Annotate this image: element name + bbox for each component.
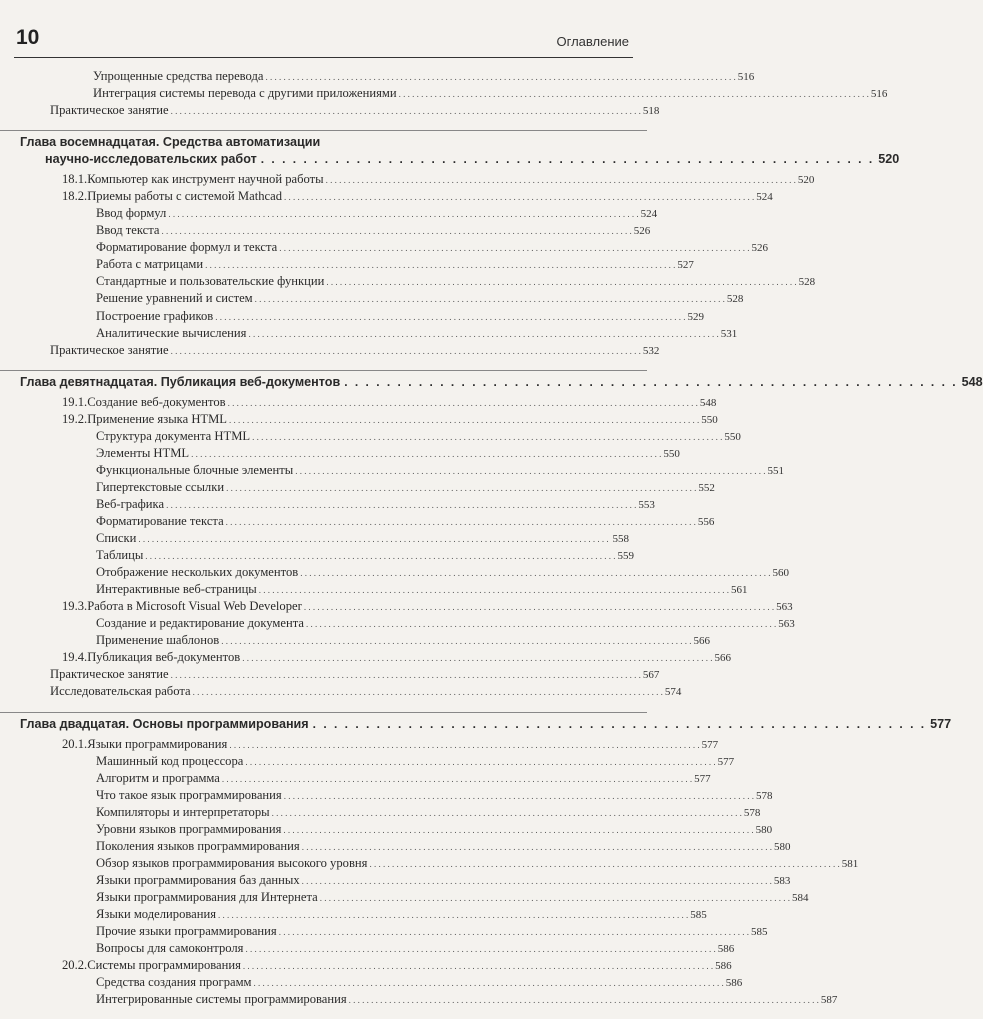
toc-entry-title: Стандартные и пользовательские функции — [96, 274, 325, 289]
toc-entry-number: 19.3. — [62, 599, 88, 614]
toc-entry-title: Приемы работы с системой Mathcad — [87, 189, 282, 204]
toc-entry-title: Структура документа HTML — [96, 428, 251, 443]
toc-entry — [0, 683, 682, 700]
toc-entry-title: Элементы HTML — [96, 445, 190, 460]
toc-entry-page: 548 — [699, 396, 717, 409]
toc-entry-page: 526 — [633, 225, 651, 238]
toc-entry-title: Построение графиков — [96, 308, 214, 323]
toc-entry — [0, 547, 647, 564]
toc-entry — [0, 991, 838, 1008]
toc-entry-page: 531 — [720, 327, 738, 340]
toc-entry-title: Языки программирования баз данных — [96, 872, 300, 887]
toc-entry-title: Системы программирования — [87, 958, 241, 973]
toc-entry — [0, 581, 748, 598]
toc-entry-page: 520 — [797, 174, 815, 187]
dot-leader — [313, 716, 926, 733]
toc-entry — [0, 787, 773, 804]
toc-entry — [0, 239, 769, 256]
page-number: 10 — [16, 26, 40, 49]
toc-entry-page: 550 — [724, 430, 741, 443]
toc-entry — [0, 68, 755, 85]
toc-entry-page: 528 — [798, 276, 816, 289]
toc-entry-page: 566 — [714, 652, 731, 665]
toc-entry — [0, 479, 715, 496]
dot-leader — [145, 548, 615, 564]
toc-entry — [0, 445, 680, 462]
dot-leader — [344, 374, 957, 391]
toc-entry-title: Поколения языков программирования — [96, 838, 300, 853]
toc-entry-page: 574 — [664, 686, 682, 699]
dot-leader — [255, 291, 725, 307]
toc-entry-title: Ввод текста — [96, 223, 160, 238]
toc-entry-title: Веб-графика — [96, 496, 165, 511]
toc-entry-page: 577 — [717, 755, 735, 768]
toc-entry-number: 19.2. — [62, 411, 88, 426]
toc-entry — [0, 804, 761, 821]
toc-entry-page: 584 — [791, 891, 809, 904]
dot-leader — [254, 975, 724, 991]
toc-entry-page: 560 — [772, 567, 789, 580]
toc-entry-title: Функциональные блочные элементы — [96, 462, 294, 477]
toc-entry-title: Алгоритм и программа — [96, 770, 220, 785]
dot-leader — [261, 151, 874, 168]
toc-entry-page: 524 — [640, 208, 658, 221]
dot-leader — [171, 667, 641, 683]
toc-entry-page: 561 — [731, 584, 748, 597]
toc-entry-title: Вопросы для самоконтроля — [96, 941, 244, 956]
toc-entry — [0, 649, 731, 666]
toc-entry — [0, 855, 859, 872]
toc-entry-page: 578 — [743, 806, 761, 819]
dot-leader — [221, 633, 691, 649]
chapter-page: 548 — [961, 374, 983, 389]
toc-entry-page: 586 — [715, 960, 732, 973]
dot-leader — [226, 514, 696, 530]
toc-entry-title: Ввод формул — [96, 206, 167, 221]
toc-entry — [0, 394, 717, 411]
dot-leader — [245, 941, 715, 957]
chapter-title-line1: Глава восемнадцатая. Средства автоматизации — [20, 135, 321, 150]
dot-leader — [300, 565, 770, 581]
toc-entry — [0, 222, 651, 239]
dot-leader — [248, 326, 718, 342]
toc-entry-title: Что такое язык программирования — [96, 787, 282, 802]
toc-entry — [0, 770, 711, 787]
toc-entry — [0, 188, 773, 205]
toc-entry-page: 524 — [756, 191, 773, 204]
dot-leader — [326, 274, 796, 290]
toc-entry — [0, 974, 743, 991]
dot-leader — [228, 395, 698, 411]
toc-entry-page: 577 — [694, 772, 711, 785]
chapter-page: 520 — [878, 152, 900, 167]
dot-leader — [138, 531, 610, 547]
toc-entry-page: 556 — [697, 515, 715, 528]
toc-entry-page: 578 — [755, 789, 773, 802]
dot-leader — [304, 599, 774, 615]
dot-leader — [320, 890, 790, 906]
chapter-title: Глава двадцатая. Основы программирования — [20, 716, 309, 731]
toc-entry-title: Отображение нескольких документов — [96, 565, 299, 580]
toc-entry-page: 586 — [717, 943, 735, 956]
toc-entry — [0, 957, 732, 974]
toc-continuation — [0, 68, 888, 119]
dot-leader — [218, 907, 688, 923]
toc-entry-title: Форматирование текста — [96, 513, 224, 528]
toc-entry — [0, 85, 888, 102]
chapter-19-heading — [0, 370, 983, 391]
toc-entry — [0, 290, 744, 307]
toc-entry-number: 18.1. — [62, 172, 88, 187]
toc-entry — [0, 411, 718, 428]
dot-leader — [284, 788, 754, 804]
dot-leader — [295, 463, 765, 479]
toc-entry-page: 585 — [750, 926, 768, 939]
chapter-20-heading — [0, 712, 952, 733]
toc-entry-page: 552 — [698, 481, 715, 494]
toc-entry — [0, 171, 815, 188]
toc-entry-number: 20.2. — [62, 958, 88, 973]
dot-leader — [272, 805, 742, 821]
page-header — [0, 0, 647, 60]
dot-leader — [369, 856, 839, 872]
toc-entry-title: Компиляторы и интерпретаторы — [96, 804, 270, 819]
dot-leader — [279, 924, 749, 940]
chapter-18-entries — [0, 171, 816, 359]
dot-leader — [191, 446, 661, 462]
toc-entry — [0, 666, 660, 683]
toc-entry-page: 563 — [776, 601, 793, 614]
toc-entry-number: 20.1. — [62, 736, 88, 751]
toc-entry — [0, 598, 793, 615]
toc-entry — [0, 753, 735, 770]
dot-leader — [245, 754, 715, 770]
dot-leader — [243, 958, 713, 974]
toc-entry-page: 558 — [612, 533, 629, 546]
running-title: Оглавление — [556, 34, 629, 49]
toc-entry — [0, 342, 660, 359]
toc-entry — [0, 923, 768, 940]
toc-entry — [0, 462, 784, 479]
toc-entry-title: Практическое занятие — [50, 667, 169, 682]
dot-leader — [168, 206, 638, 222]
toc-entry-title: Средства создания программ — [96, 975, 252, 990]
toc-entry-title: Аналитические вычисления — [96, 325, 247, 340]
toc-entry — [0, 205, 658, 222]
dot-leader — [171, 103, 641, 119]
toc-entry-page: 526 — [751, 242, 769, 255]
toc-entry-title: Создание и редактирование документа — [96, 616, 304, 631]
toc-entry-title: Практическое занятие — [50, 103, 169, 118]
toc-entry-title: Интерактивные веб-страницы — [96, 582, 257, 597]
toc-entry-page: 566 — [693, 635, 710, 648]
toc-entry-title: Работа в Microsoft Visual Web Developer — [87, 599, 302, 614]
toc-entry-title: Интегрированные системы программирования — [96, 992, 347, 1007]
toc-entry-page: 550 — [663, 447, 680, 460]
toc-entry-page: 553 — [638, 498, 655, 511]
toc-entry-page: 528 — [726, 293, 744, 306]
toc-entry — [0, 273, 816, 290]
toc-entry-title: Языки моделирования — [96, 906, 217, 921]
toc-entry-title: Компьютер как инструмент научной работы — [87, 172, 324, 187]
toc-entry-title: Гипертекстовые ссылки — [96, 479, 225, 494]
toc-entry-page: 585 — [690, 908, 707, 921]
toc-entry-title: Интеграция системы перевода с другими приложениями — [93, 86, 397, 101]
dot-leader — [283, 822, 753, 838]
toc-entry-title: Языки программирования — [87, 736, 228, 751]
toc-entry-page: 559 — [617, 550, 635, 563]
toc-entry-page: 586 — [725, 977, 743, 990]
toc-entry — [0, 496, 655, 513]
dot-leader — [226, 480, 696, 496]
toc-entry-title: Прочие языки программирования — [96, 924, 277, 939]
toc-entry-page: 516 — [737, 71, 755, 83]
toc-entry-title: Уровни языков программирования — [96, 821, 282, 836]
toc-entry — [0, 256, 694, 273]
toc-entry-title: Работа с матрицами — [96, 257, 204, 272]
chapter-title-line2: научно-исследовательских работ — [45, 152, 257, 167]
dot-leader — [265, 69, 735, 85]
toc-entry-title: Публикация веб-документов — [87, 650, 241, 665]
toc-entry — [0, 889, 809, 906]
dot-leader — [215, 309, 685, 325]
toc-entry-page: 527 — [677, 259, 694, 272]
toc-entry-page: 563 — [778, 618, 795, 631]
chapter-title: Глава девятнадцатая. Публикация веб-документов — [20, 374, 341, 389]
toc-entry-page: 577 — [701, 738, 719, 751]
dot-leader — [349, 992, 819, 1008]
toc-entry — [0, 940, 735, 957]
toc-entry — [0, 564, 789, 581]
dot-leader — [399, 86, 869, 102]
dot-leader — [229, 412, 699, 428]
toc-entry-page: 580 — [755, 823, 773, 836]
chapter-20-entries — [0, 736, 859, 1009]
toc-entry-page: 551 — [767, 464, 784, 477]
toc-entry-title: Машинный код процессора — [96, 753, 244, 768]
dot-leader — [171, 343, 641, 359]
toc-entry — [0, 821, 773, 838]
toc-entry-page: 529 — [687, 310, 704, 323]
dot-leader — [279, 240, 749, 256]
toc-entry-title: Языки программирования для Интернета — [96, 889, 318, 904]
table-of-contents — [0, 68, 983, 1019]
toc-entry-title: Форматирование формул и текста — [96, 240, 278, 255]
toc-entry-title: Создание веб-документов — [87, 394, 226, 409]
dot-leader — [306, 616, 776, 632]
dot-leader — [242, 650, 712, 666]
toc-entry-page: 583 — [773, 874, 791, 887]
chapter-19-entries — [0, 394, 795, 701]
toc-entry-page: 587 — [820, 994, 838, 1007]
dot-leader — [166, 497, 636, 513]
toc-entry-title: Решение уравнений и систем — [96, 291, 253, 306]
toc-entry-title: Обзор языков программирования высокого уровня — [96, 855, 368, 870]
toc-entry-number: 18.2. — [62, 189, 88, 204]
toc-entry — [0, 632, 710, 649]
dot-leader — [229, 737, 699, 753]
toc-entry-page: 580 — [773, 840, 791, 853]
toc-entry — [0, 838, 791, 855]
toc-entry — [0, 308, 704, 325]
dot-leader — [193, 684, 663, 700]
toc-entry-page: 581 — [841, 857, 859, 870]
chapter-page: 577 — [930, 716, 952, 731]
chapter-18-heading — [0, 130, 900, 168]
toc-entry-page: 532 — [642, 344, 660, 357]
dot-leader — [162, 223, 632, 239]
toc-entry-page: 518 — [642, 105, 660, 118]
toc-entry — [0, 530, 647, 547]
toc-entry-title: Списки — [96, 531, 137, 546]
toc-entry-title: Применение языка HTML — [87, 411, 227, 426]
toc-entry — [0, 513, 715, 530]
toc-entry-title: Практическое занятие — [50, 342, 169, 357]
toc-entry — [0, 615, 795, 632]
toc-entry-page: 550 — [701, 413, 718, 426]
toc-entry — [0, 872, 791, 889]
dot-leader — [222, 771, 692, 787]
dot-leader — [302, 873, 772, 889]
toc-entry-title: Таблицы — [96, 548, 144, 563]
toc-entry-page: 516 — [870, 88, 888, 101]
toc-entry-page: 567 — [642, 669, 660, 682]
dot-leader — [284, 189, 754, 205]
dot-leader — [302, 839, 772, 855]
dot-leader — [252, 429, 722, 445]
toc-entry-title: Исследовательская работа — [50, 684, 191, 699]
toc-entry — [0, 325, 738, 342]
dot-leader — [259, 582, 729, 598]
header-rule — [14, 57, 633, 58]
toc-entry-number: 19.1. — [62, 394, 88, 409]
dot-leader — [326, 172, 796, 188]
toc-entry — [0, 736, 719, 753]
toc-entry-title: Применение шаблонов — [96, 633, 220, 648]
dot-leader — [205, 257, 675, 273]
toc-entry — [0, 906, 707, 923]
toc-entry — [0, 102, 660, 119]
toc-entry-title: Упрощенные средства перевода — [93, 69, 264, 83]
toc-entry — [0, 428, 741, 445]
toc-entry-number: 19.4. — [62, 650, 88, 665]
